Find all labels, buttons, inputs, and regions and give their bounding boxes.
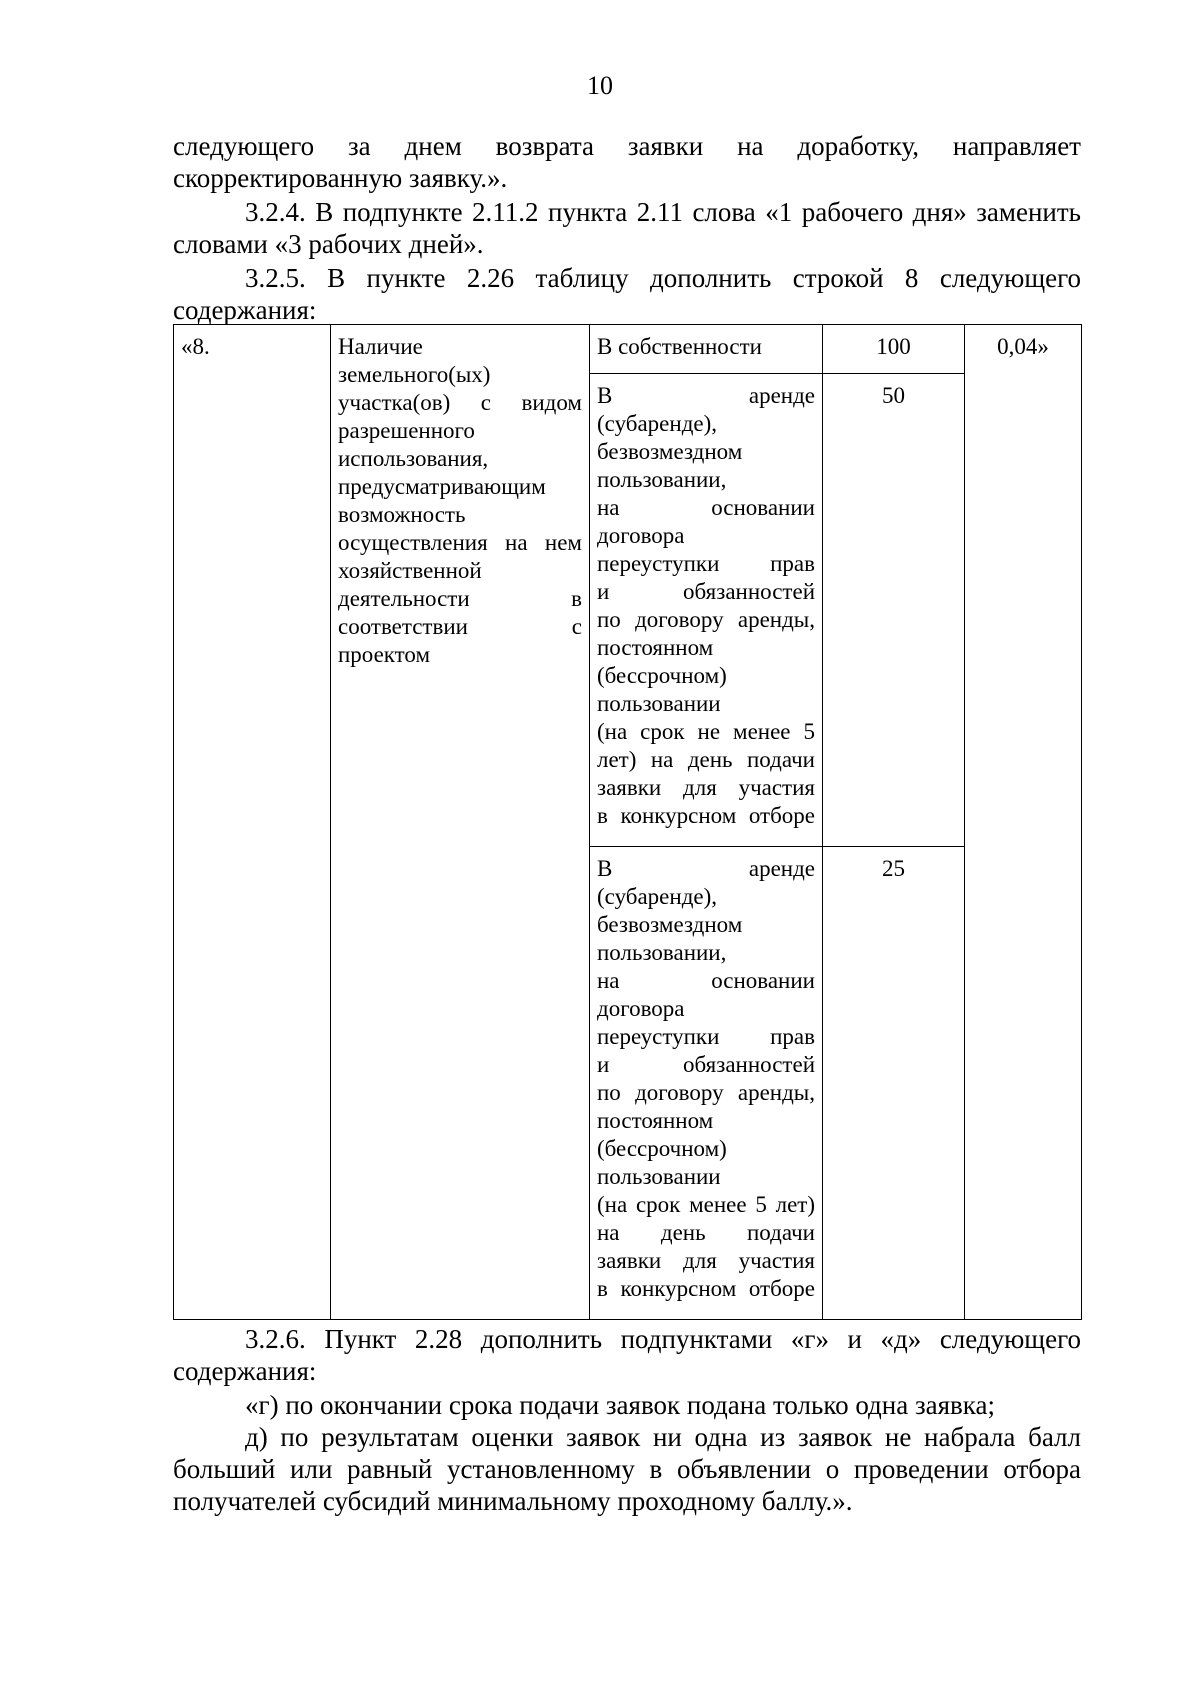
- option-line: пользовании: [597, 1164, 721, 1189]
- criterion-line: использования,: [338, 446, 489, 471]
- option-line: и обязанностей: [597, 579, 815, 604]
- option-line: пользовании: [597, 691, 721, 716]
- option-cell-ownership: В собственности: [590, 325, 823, 374]
- table-row: [174, 325, 1082, 374]
- option-line: в конкурсном отборе: [597, 803, 815, 828]
- criteria-table: [173, 324, 1082, 1320]
- option-line: (на срок не менее 5: [597, 719, 815, 744]
- paragraph-3-2-5: 3.2.5. В пункте 2.26 таблицу дополнить строкой 8 следующего содержания:: [173, 263, 1081, 325]
- paragraph-continuation: следующего за днем возврата заявки на доработку, направляет скорректированную заявку.».: [173, 131, 1081, 193]
- subparagraph-d: д) по результатам оценки заявок ни одна из заявок не набрала балл больший или равный установленному в объявлении о проведении отбора получателей субсидий минимальному проходному баллу.».: [173, 1422, 1081, 1516]
- option-line: (на срок менее 5 лет): [597, 1192, 815, 1217]
- option-line: пользовании,: [597, 940, 727, 965]
- score-cell: 25: [823, 847, 965, 1320]
- option-line: (бессрочном): [597, 663, 727, 688]
- criterion-line: разрешенного: [338, 418, 475, 443]
- row-number-cell: «8.: [174, 325, 331, 1320]
- option-line: договора: [597, 996, 685, 1021]
- paragraph-3-2-6: 3.2.6. Пункт 2.28 дополнить подпунктами «г» и «д» следующего содержания:: [173, 1324, 1081, 1386]
- criterion-line: Наличие: [338, 334, 423, 359]
- score-cell: 100: [823, 325, 965, 374]
- criterion-line: деятельности в: [338, 586, 582, 611]
- option-line: лет) на день подачи: [597, 747, 815, 772]
- option-cell-lease-long: [590, 374, 823, 847]
- criterion-line: земельного(ых): [338, 362, 491, 387]
- option-line: (субаренде),: [597, 884, 718, 909]
- option-line: по договору аренды,: [597, 1080, 815, 1105]
- paragraph-3-2-4: 3.2.4. В подпункте 2.11.2 пункта 2.11 слова «1 рабочего дня» заменить словами «3 рабочих дней».: [173, 197, 1081, 259]
- option-line: заявки для участия: [597, 775, 815, 800]
- option-line: (бессрочном): [597, 1136, 727, 1161]
- criterion-line: соответствии с: [338, 614, 582, 639]
- option-line: договора: [597, 523, 685, 548]
- option-line: на основании: [597, 968, 815, 993]
- option-line: переуступки прав: [597, 1024, 815, 1049]
- score-cell: 50: [823, 374, 965, 847]
- option-line: пользовании,: [597, 467, 727, 492]
- criterion-cell: [331, 325, 590, 1320]
- option-cell-lease-short: [590, 847, 823, 1320]
- criterion-line: хозяйственной: [338, 558, 482, 583]
- criterion-line: осуществления на нем: [338, 530, 582, 555]
- page-number: 10: [587, 71, 613, 100]
- option-line: заявки для участия: [597, 1248, 815, 1273]
- weight-cell: 0,04»: [965, 325, 1082, 1320]
- subparagraph-g: «г) по окончании срока подачи заявок подана только одна заявка;: [245, 1390, 995, 1420]
- option-line: безвозмездном: [597, 439, 743, 464]
- option-line: по договору аренды,: [597, 607, 815, 632]
- option-line: В аренде: [597, 383, 815, 408]
- option-line: (субаренде),: [597, 411, 718, 436]
- option-line: безвозмездном: [597, 912, 743, 937]
- criterion-line: участка(ов) с видом: [338, 390, 582, 415]
- option-line: в конкурсном отборе: [597, 1276, 815, 1301]
- option-line: В аренде: [597, 856, 815, 881]
- option-line: постоянном: [597, 635, 714, 660]
- option-line: постоянном: [597, 1108, 714, 1133]
- option-line: на день подачи: [597, 1220, 815, 1245]
- option-line: переуступки прав: [597, 551, 815, 576]
- criterion-line: предусматривающим: [338, 474, 546, 499]
- criterion-line: возможность: [338, 502, 466, 527]
- option-line: и обязанностей: [597, 1052, 815, 1077]
- criterion-line: проектом: [338, 642, 431, 667]
- option-line: на основании: [597, 495, 815, 520]
